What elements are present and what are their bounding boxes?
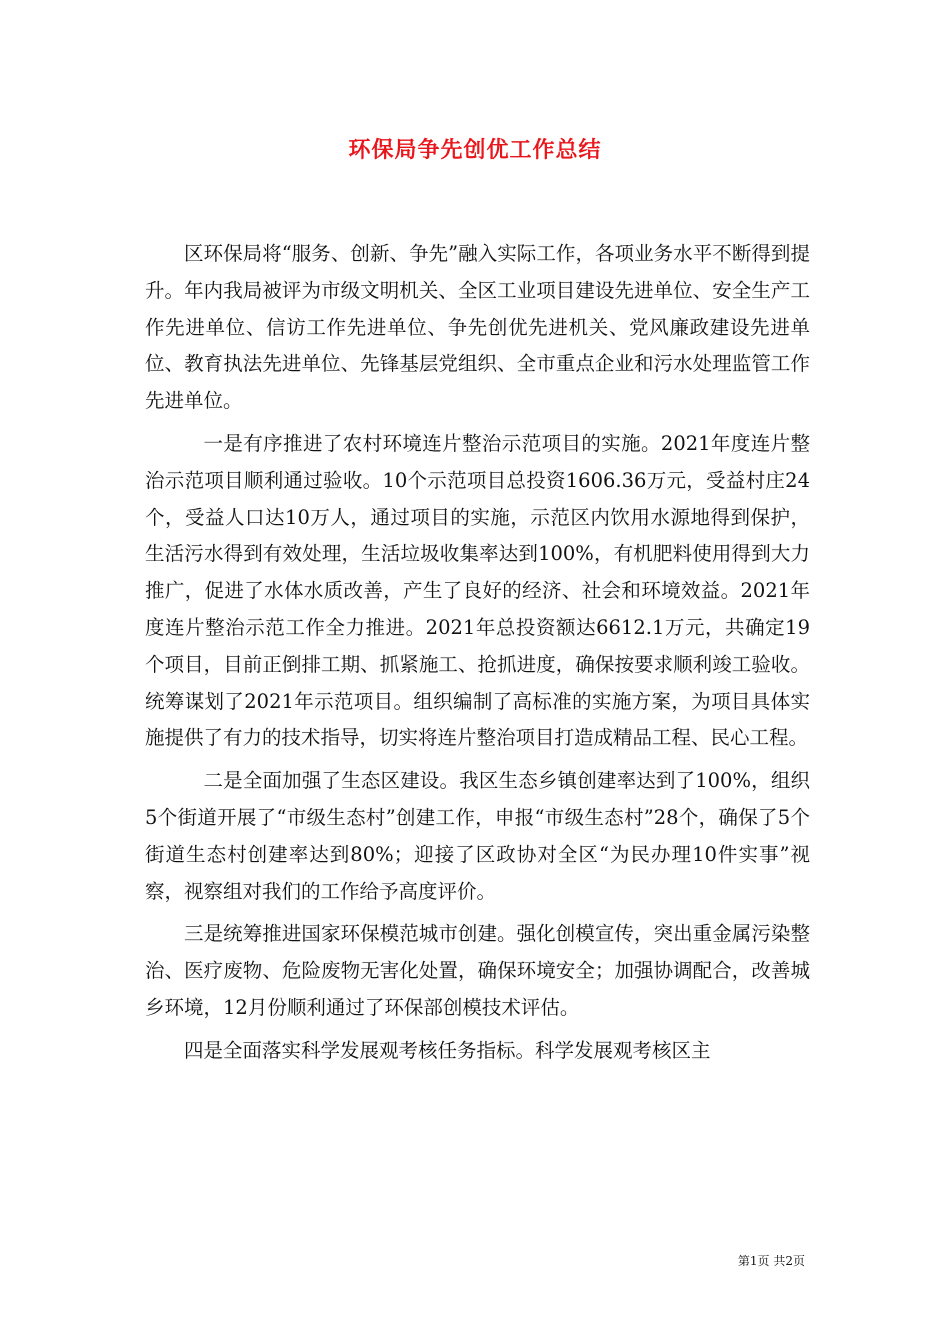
document-title: 环保局争先创优工作总结 — [348, 138, 602, 163]
paragraph-intro: 区环保局将“服务、创新、争先”融入实际工作，各项业务水平不断得到提升。年内我局被评为市级文明机关、全区工业项目建设先进单位、安全生产工作先进单位、信访工作先进单位、争先创优先进机关、党风廉政建设先进单位、教育执法先进单位、先锋基层党组织、全市重点企业和污水处理监管工作先进单位。 — [145, 242, 810, 413]
page-number: 第1页 共2页 — [737, 1254, 805, 1268]
paragraph-ecological-district: 二是全面加强了生态区建设。我区生态乡镇创建率达到了100%，组织5个街道开展了“市级生态村”创建工作，申报“市级生态村”28个，确保了5个街道生态村创建率达到80%；迎接了区政协对全区“为民办理10件实事”视察，视察组对我们的工作给予高度评价。 — [145, 769, 810, 903]
paragraph-assessment: 四是全面落实科学发展观考核任务指标。科学发展观考核区主 — [184, 1038, 711, 1062]
paragraph-rural-environment: 一是有序推进了农村环境连片整治示范项目的实施。2021年度连片整治示范项目顺利通过验收。10个示范项目总投资1606.36万元，受益村庄24个，受益人口达10万人，通过项目的实施，示范区内饮用水源地得到保护，生活污水得到有效处理，生活垃圾收集率达到100%，有机肥料使用得到大力推广，促进了水体水质改善，产生了良好的经济、社会和环境效益。2021年度连片整治示范工作全力推进。2021年总投资额达6612.1万元，共确定19个项目，目前正倒排工期、抓紧施工、抢抓进度，确保按要求顺利竣工验收。统筹谋划了2021年示范项目。组织编制了高标准的实施方案，为项目具体实施提供了有力的技术指导，切实将连片整治项目打造成精品工程、民心工程。 — [145, 431, 810, 750]
paragraph-model-city: 三是统筹推进国家环保模范城市创建。强化创模宣传，突出重金属污染整治、医疗废物、危险废物无害化处置，确保环境安全；加强协调配合，改善城乡环境，12月份顺利通过了环保部创模技术评估。 — [145, 922, 810, 1019]
document-body — [145, 236, 810, 1076]
